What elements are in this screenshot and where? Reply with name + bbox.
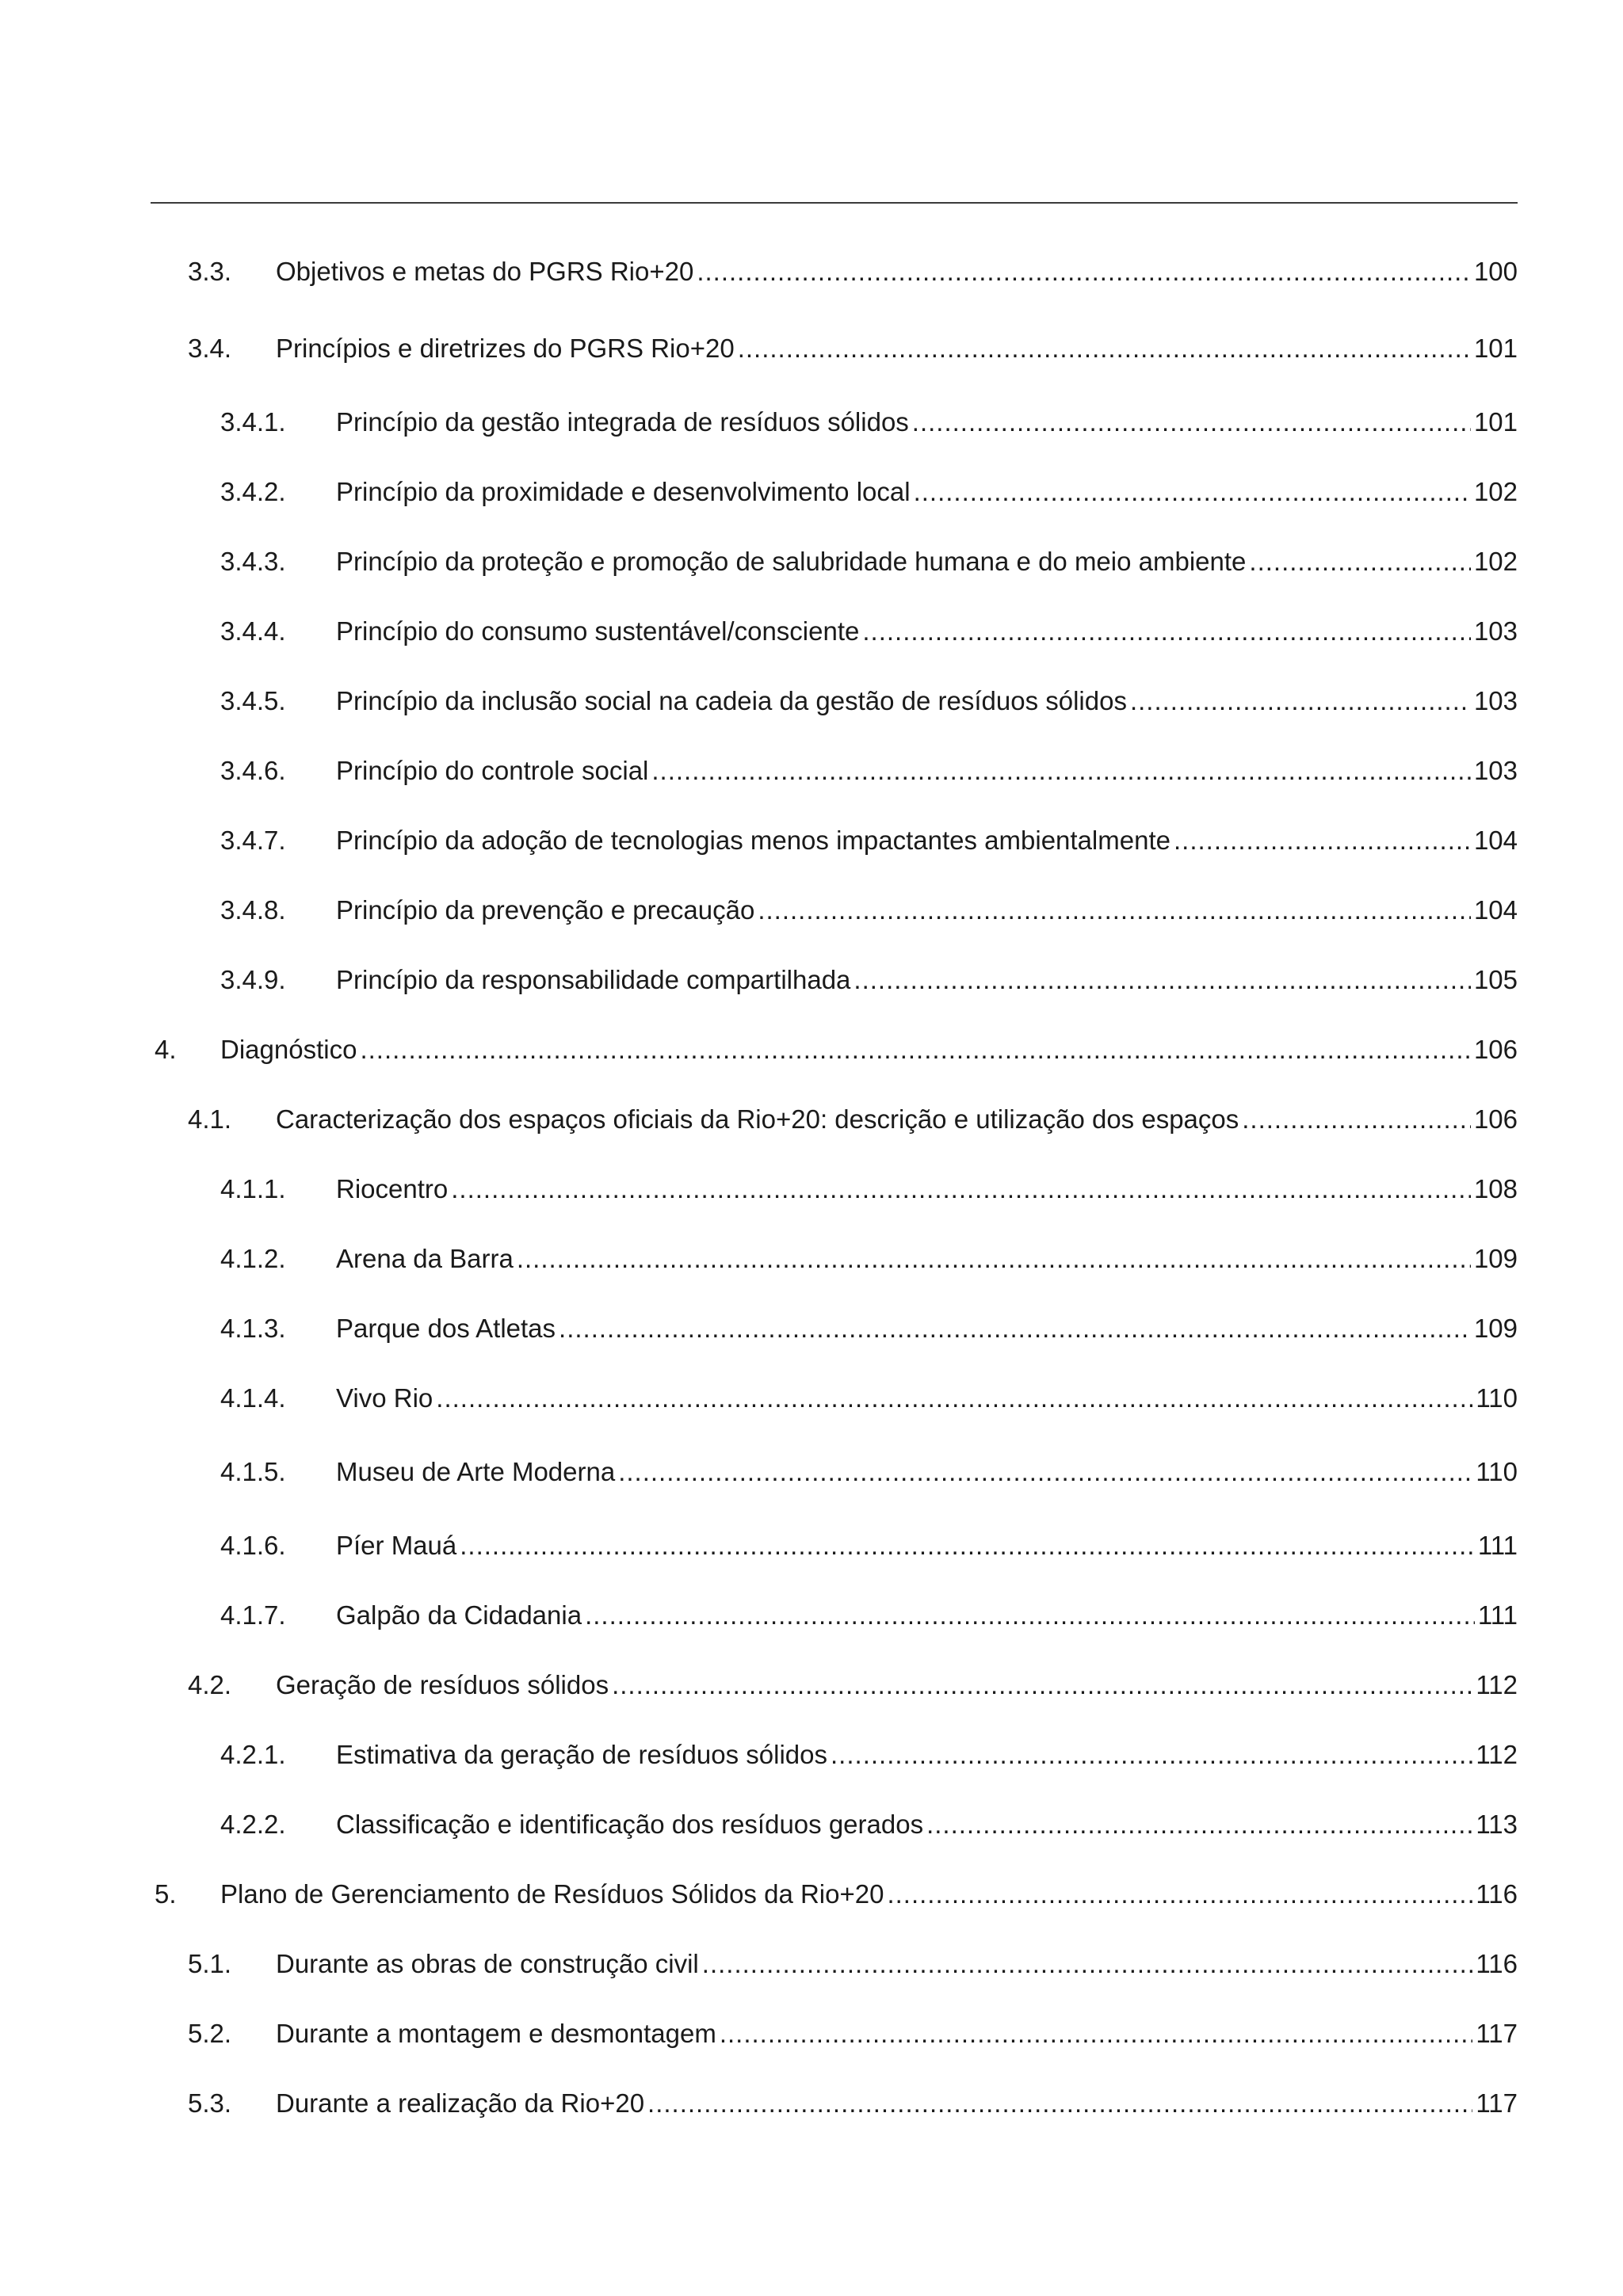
toc-dot-leader bbox=[618, 1452, 1472, 1492]
toc-entry[interactable] bbox=[220, 1239, 1518, 1279]
toc-entry[interactable] bbox=[220, 1309, 1518, 1348]
toc-entry[interactable] bbox=[220, 1526, 1518, 1566]
toc-entry-number: 3.4.6. bbox=[220, 756, 286, 785]
toc-entry[interactable] bbox=[220, 1805, 1518, 1844]
toc-dot-leader bbox=[647, 2084, 1472, 2123]
toc-entry-page: 111 bbox=[1477, 1531, 1518, 1560]
toc-entry-page: 113 bbox=[1476, 1810, 1518, 1839]
toc-dot-leader bbox=[460, 1526, 1475, 1566]
toc-entry[interactable] bbox=[220, 542, 1518, 582]
toc-dot-leader bbox=[436, 1379, 1472, 1418]
toc-entry-title: Estimativa da geração de resíduos sólidos bbox=[336, 1740, 828, 1769]
toc-entry-number: 5.2. bbox=[188, 2019, 232, 2048]
toc-entry-title: Princípio da adoção de tecnologias menos impactantes ambientalmente bbox=[336, 826, 1170, 855]
toc-entry-number: 3.4.3. bbox=[220, 547, 286, 576]
toc-entry-title: Museu de Arte Moderna bbox=[336, 1457, 616, 1486]
toc-entry[interactable] bbox=[220, 472, 1518, 512]
toc-entry[interactable] bbox=[220, 1596, 1518, 1635]
toc-entry-page: 103 bbox=[1473, 686, 1518, 715]
toc-dot-leader bbox=[585, 1596, 1475, 1635]
toc-entry[interactable] bbox=[188, 252, 1518, 292]
toc-entry-page: 103 bbox=[1473, 756, 1518, 785]
toc-entry-title: Princípios e diretrizes do PGRS Rio+20 bbox=[276, 334, 735, 363]
toc-entry-number: 4.1.7. bbox=[220, 1600, 286, 1630]
toc-entry-page: 101 bbox=[1473, 334, 1518, 363]
toc-dot-leader bbox=[697, 252, 1471, 292]
toc-dot-leader bbox=[1174, 821, 1471, 860]
toc-entry-page: 116 bbox=[1476, 1949, 1518, 1978]
toc-entry-number: 4.1.6. bbox=[220, 1531, 286, 1560]
toc-entry[interactable] bbox=[220, 612, 1518, 651]
toc-entry[interactable] bbox=[220, 1452, 1518, 1492]
toc-entry-page: 108 bbox=[1473, 1174, 1518, 1203]
toc-entry-number: 4.1.4. bbox=[220, 1383, 286, 1413]
toc-entry-title: Princípio do consumo sustentável/consciente bbox=[336, 616, 860, 646]
toc-entry-page: 117 bbox=[1476, 2019, 1518, 2048]
toc-dot-leader bbox=[559, 1309, 1471, 1348]
toc-dot-leader bbox=[831, 1735, 1472, 1775]
toc-entry-title: Vivo Rio bbox=[336, 1383, 433, 1413]
toc-entry-number: 3.4.2. bbox=[220, 477, 286, 506]
toc-entry-number: 4.2.2. bbox=[220, 1810, 286, 1839]
toc-entry-page: 104 bbox=[1473, 895, 1518, 925]
toc-entry-page: 110 bbox=[1476, 1457, 1518, 1486]
toc-dot-leader bbox=[1130, 681, 1471, 721]
toc-dot-leader bbox=[702, 1944, 1473, 1984]
toc-entry-page: 112 bbox=[1476, 1740, 1518, 1769]
toc-entry-page: 101 bbox=[1473, 407, 1518, 437]
toc-entry-page: 109 bbox=[1473, 1244, 1518, 1273]
toc-entry-page: 100 bbox=[1473, 257, 1518, 286]
toc-entry-number: 3.4.1. bbox=[220, 407, 286, 437]
toc-entry[interactable] bbox=[220, 821, 1518, 860]
toc-entry[interactable] bbox=[188, 1944, 1518, 1984]
toc-entry-title: Diagnóstico bbox=[220, 1035, 357, 1064]
toc-entry-title: Princípio da proximidade e desenvolvimento local bbox=[336, 477, 911, 506]
toc-entry-page: 106 bbox=[1473, 1035, 1518, 1064]
toc-dot-leader bbox=[1249, 542, 1471, 582]
toc-entry[interactable] bbox=[220, 891, 1518, 930]
toc-entry[interactable] bbox=[155, 1030, 1518, 1070]
toc-entry-page: 111 bbox=[1477, 1600, 1518, 1630]
toc-entry[interactable] bbox=[220, 1169, 1518, 1209]
toc-entry-number: 3.4.9. bbox=[220, 965, 286, 994]
toc-entry-title: Arena da Barra bbox=[336, 1244, 514, 1273]
toc-entry-number: 4. bbox=[155, 1035, 177, 1064]
toc-entry-title: Princípio da inclusão social na cadeia da gestão de resíduos sólidos bbox=[336, 686, 1127, 715]
toc-entry-page: 102 bbox=[1473, 477, 1518, 506]
toc-entry[interactable] bbox=[155, 1875, 1518, 1914]
toc-entry-page: 117 bbox=[1476, 2088, 1518, 2118]
toc-entry[interactable] bbox=[188, 329, 1518, 368]
toc-dot-leader bbox=[451, 1169, 1471, 1209]
toc-entry-title: Classificação e identificação dos resíduos gerados bbox=[336, 1810, 924, 1839]
toc-entry-title: Princípio da responsabilidade compartilhada bbox=[336, 965, 851, 994]
toc-entry-title: Princípio da proteção e promoção de salubridade humana e do meio ambiente bbox=[336, 547, 1247, 576]
toc-dot-leader bbox=[912, 402, 1471, 442]
toc-entry-title: Princípio da prevenção e precaução bbox=[336, 895, 755, 925]
toc-entry[interactable] bbox=[188, 2084, 1518, 2123]
toc-entry[interactable] bbox=[188, 2014, 1518, 2054]
toc-entry-title: Durante as obras de construção civil bbox=[276, 1949, 699, 1978]
toc-entry-title: Parque dos Atletas bbox=[336, 1314, 556, 1343]
toc-dot-leader bbox=[758, 891, 1471, 930]
toc-entry-page: 105 bbox=[1473, 965, 1518, 994]
toc-dot-leader bbox=[862, 612, 1471, 651]
toc-entry[interactable] bbox=[220, 402, 1518, 442]
toc-entry[interactable] bbox=[188, 1665, 1518, 1705]
toc-entry-page: 106 bbox=[1473, 1104, 1518, 1134]
toc-entry-number: 5.3. bbox=[188, 2088, 232, 2118]
toc-entry-number: 5. bbox=[155, 1879, 177, 1909]
toc-dot-leader bbox=[887, 1875, 1472, 1914]
toc-entry-page: 102 bbox=[1473, 547, 1518, 576]
toc-dot-leader bbox=[720, 2014, 1473, 2054]
toc-entry-number: 3.4.4. bbox=[220, 616, 286, 646]
toc-entry-title: Princípio do controle social bbox=[336, 756, 649, 785]
toc-dot-leader bbox=[854, 960, 1471, 1000]
toc-entry-number: 4.1.5. bbox=[220, 1457, 286, 1486]
toc-entry-number: 3.3. bbox=[188, 257, 232, 286]
toc-entry-number: 5.1. bbox=[188, 1949, 232, 1978]
toc-dot-leader bbox=[651, 751, 1471, 791]
toc-entry-title: Durante a realização da Rio+20 bbox=[276, 2088, 645, 2118]
toc-entry-number: 4.1.1. bbox=[220, 1174, 286, 1203]
toc-dot-leader bbox=[926, 1805, 1472, 1844]
toc-entry[interactable] bbox=[220, 751, 1518, 791]
toc-entry-page: 116 bbox=[1476, 1879, 1518, 1909]
toc-entry[interactable] bbox=[220, 681, 1518, 721]
toc-entry-title: Caracterização dos espaços oficiais da Rio+20: descrição e utilização dos espaços bbox=[276, 1104, 1239, 1134]
toc-dot-leader bbox=[360, 1030, 1471, 1070]
toc-entry-number: 3.4.7. bbox=[220, 826, 286, 855]
toc-entry-number: 4.1. bbox=[188, 1104, 232, 1134]
toc-entry-title: Riocentro bbox=[336, 1174, 449, 1203]
toc-dot-leader bbox=[1242, 1100, 1471, 1139]
toc-entry-page: 104 bbox=[1473, 826, 1518, 855]
toc-entry-page: 112 bbox=[1476, 1670, 1518, 1699]
toc-entry-title: Plano de Gerenciamento de Resíduos Sólidos da Rio+20 bbox=[220, 1879, 884, 1909]
toc-dot-leader bbox=[738, 329, 1471, 368]
toc-dot-leader bbox=[517, 1239, 1471, 1279]
toc-entry-number: 4.2.1. bbox=[220, 1740, 286, 1769]
toc-dot-leader bbox=[914, 472, 1471, 512]
toc-entry-page: 110 bbox=[1476, 1383, 1518, 1413]
toc-entry-title: Durante a montagem e desmontagem bbox=[276, 2019, 716, 2048]
toc-entry-page: 103 bbox=[1473, 616, 1518, 646]
toc-entry-page: 109 bbox=[1473, 1314, 1518, 1343]
toc-entry-number: 4.1.2. bbox=[220, 1244, 286, 1273]
toc-entry[interactable] bbox=[188, 1100, 1518, 1139]
toc-entry-number: 3.4.5. bbox=[220, 686, 286, 715]
toc-entry-title: Princípio da gestão integrada de resíduos sólidos bbox=[336, 407, 909, 437]
toc-entry-title: Geração de resíduos sólidos bbox=[276, 1670, 609, 1699]
toc-entry-number: 4.1.3. bbox=[220, 1314, 286, 1343]
toc-entry-title: Píer Mauá bbox=[336, 1531, 457, 1560]
toc-entry-number: 3.4.8. bbox=[220, 895, 286, 925]
toc-entry-number: 3.4. bbox=[188, 334, 232, 363]
toc-entry-title: Objetivos e metas do PGRS Rio+20 bbox=[276, 257, 694, 286]
toc-entry[interactable] bbox=[220, 1379, 1518, 1418]
toc-entry[interactable] bbox=[220, 1735, 1518, 1775]
toc-entry[interactable] bbox=[220, 960, 1518, 1000]
toc-dot-leader bbox=[612, 1665, 1472, 1705]
toc-entry-number: 4.2. bbox=[188, 1670, 232, 1699]
toc-entry-title: Galpão da Cidadania bbox=[336, 1600, 582, 1630]
